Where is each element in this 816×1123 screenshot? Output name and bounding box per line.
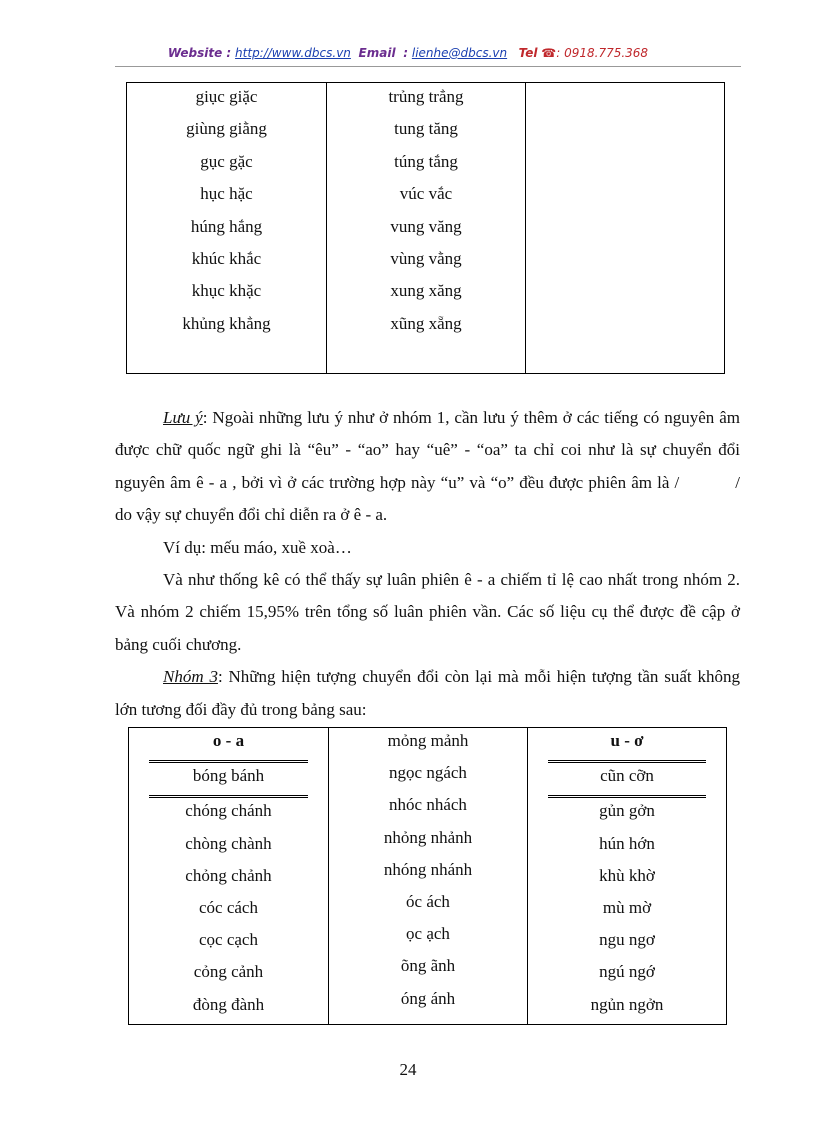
table-cell: vúc vắc [399,184,453,204]
email-link[interactable]: lienhe@dbcs.vn [411,46,508,60]
note-paragraph [115,402,740,532]
table-cell: nhỏng nhảnh [383,827,473,847]
table1-col2 [327,83,526,374]
table-cell: ngọc ngách [389,763,467,783]
table-cell: khủng khẳng [182,313,271,333]
header-divider [115,66,741,67]
table-cell: hún hớn [599,833,655,853]
note-text: : Ngoài những lưu ý như ở nhóm 1, cần lưu ý thêm ở các tiếng có nguyên âm được chữ quốc ngữ ghi là “êu” - “ao” hay “uê” - “oa” ta chỉ coi như là sự chuyển đổi nguyên âm ê - a , bởi vì ở các trường hợp này “u” và “o” đều được phiên âm là / [115,408,740,492]
table-cell: mỏng mảnh [387,731,469,750]
email-label: Email [358,46,396,60]
table-cell: ngủn ngởn [590,994,664,1014]
table-cell: gủn gởn [599,801,655,821]
website-label: Website : [167,46,232,60]
table-cell: cỏng cảnh [193,962,264,982]
word-table-2 [128,727,727,1025]
table1-col1 [127,83,327,374]
table-cell: nhóng nhánh [383,859,473,879]
tel-number: : 0918.775.368 [556,46,649,60]
table-cell: ngu ngơ [599,930,655,950]
table-cell: õng ãnh [400,956,456,976]
page-number: 24 [399,1060,417,1079]
example-paragraph: Ví dụ: mếu máo, xuề xoà… [163,537,352,557]
note-text-end: / do vậy sự chuyển đổi chỉ diễn ra ở ê - a. [115,472,740,525]
table-cell: cũn cỡn [548,760,706,798]
table-cell: cọc cạch [199,930,258,950]
table-cell: óng ánh [400,988,456,1008]
table-cell: khục khặc [191,281,262,301]
table-cell: ọc ạch [406,924,450,944]
table-cell: đòng đành [192,994,265,1014]
tel-label: Tel [518,46,538,60]
website-link[interactable]: http://www.dbcs.vn [235,46,351,60]
group3-text: : Những hiện tượng chuyển đổi còn lại mà mỗi hiện tượng tần suất không lớn tương đối đầy đủ trong bảng sau: [115,667,740,719]
body-text [115,402,740,726]
table-cell: xũng xẵng [390,313,462,333]
column-header: u - ơ [610,731,644,750]
table-cell: hục hặc [200,184,253,204]
phone-icon: ☎ [541,46,557,60]
column-header: o - a [149,728,308,763]
table-cell: vùng vằng [390,248,462,268]
table1-col3 [526,83,725,374]
group3-label: Nhóm 3 [163,667,218,687]
note-label: Lưu ý [163,408,203,427]
table-cell: bóng bánh [149,763,308,798]
table-cell: cóc cách [199,897,258,917]
table-cell: xung xăng [390,281,462,301]
table-cell: gục gặc [200,151,253,171]
email-separator: : [403,46,409,60]
table-cell: ngú ngớ [599,962,655,982]
table-cell: chỏng chảnh [185,865,272,885]
group3-paragraph [115,661,740,726]
table-cell: óc ách [406,891,450,911]
table-cell: trủng trẳng [388,87,464,106]
table-cell: húng hắng [190,216,263,236]
table-cell: khù khờ [599,865,655,885]
table-cell: nhóc nhách [389,795,467,815]
table-cell: vung văng [390,216,462,236]
table2-col1 [129,728,329,1025]
word-table-1 [126,82,725,374]
table-cell: chóng chánh [185,801,272,821]
table-cell: túng tắng [394,151,458,171]
table-cell: chòng chành [185,833,272,853]
table2-col3 [528,728,727,1025]
table2-col2 [329,728,528,1025]
table-cell: tung tăng [394,119,458,139]
page-header [0,46,816,60]
table-cell: giùng giằng [186,119,267,139]
table-cell: mù mờ [602,897,652,917]
table-cell: khúc khắc [191,248,262,268]
table-cell: giục giặc [195,87,258,106]
stats-paragraph: Và như thống kê có thể thấy sự luân phiên ê - a chiếm tỉ lệ cao nhất trong nhóm 2. Và nhóm 2 chiếm 15,95% trên tổng số luân phiên vần. Các số liệu cụ thể được đề cập ở bảng cuối chương. [115,570,740,654]
